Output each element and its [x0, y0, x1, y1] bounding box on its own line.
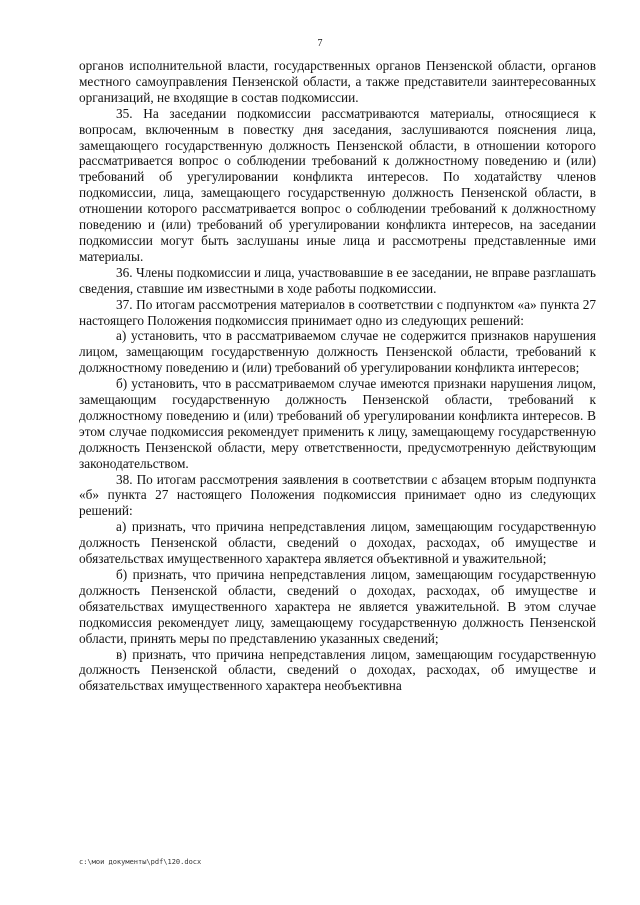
document-body — [79, 58, 596, 694]
file-path-footer: c:\мои документы\pdf\120.docx — [79, 858, 202, 866]
paragraph-37: 37. По итогам рассмотрения материалов в соответствии с подпунктом «а» пункта 27 настоящего Положения подкомиссия принимает одно из следующих решений: — [79, 296, 596, 328]
paragraph-37-b: б) установить, что в рассматриваемом случае имеются признаки нарушения лицом, замещающим государственную должность Пензенской области, требований к должностному поведению и (или) требований об урегулировании конфликта интересов. В этом случае подкомиссия рекомендует применить к лицу, замещающему государственную должность Пензенской области, меру ответственности, предусмотренную действующим законодательством. — [79, 376, 596, 471]
paragraph-38: 38. По итогам рассмотрения заявления в соответствии с абзацем вторым подпункта «б» пункта 27 настоящего Положения подкомиссия принимает одно из следующих решений: — [79, 471, 596, 519]
paragraph-37-a: а) установить, что в рассматриваемом случае не содержится признаков нарушения лицом, замещающим государственную должность Пензенской области, требований к должностному поведению и (или) требований об урегулировании конфликта интересов; — [79, 328, 596, 376]
paragraph-36: 36. Члены подкомиссии и лица, участвовавшие в ее заседании, не вправе разглашать сведения, ставшие им известными в ходе работы подкомиссии. — [79, 264, 596, 296]
paragraph-35: 35. На заседании подкомиссии рассматриваются материалы, относящиеся к вопросам, включенным в повестку дня заседания, заслушиваются пояснения лица, замещающего государственную должность Пензенской области, в отношении которого рассматривается вопрос о соблюдении требований к должностному поведению и (или) требований об урегулировании конфликта интересов. По ходатайству членов подкомиссии, лица, замещающего государственную должность Пензенской области, в отношении которого рассматривается вопрос о соблюдении требований к должностному поведению и (или) требований об урегулировании конфликта интересов, на заседании подкомиссии могут быть заслушаны иные лица и рассмотрены представленные ими материалы. — [79, 105, 596, 264]
paragraph-continuation: органов исполнительной власти, государственных органов Пензенской области, органов местного самоуправления Пензенской области, а также представители заинтересованных организаций, не входящие в состав подкомиссии. — [79, 58, 596, 105]
paragraph-38-b: б) признать, что причина непредставления лицом, замещающим государственную должность Пензенской области, сведений о доходах, расходах, об имуществе и обязательствах имущественного характера не является уважительной. В этом случае подкомиссия рекомендует лицу, замещающему государственную должность Пензенской области, принять меры по представлению указанных сведений; — [79, 567, 596, 646]
page-number: 7 — [317, 38, 323, 49]
paragraph-38-a: а) признать, что причина непредставления лицом, замещающим государственную должность Пензенской области, сведений о доходах, расходах, об имуществе и обязательствах имущественного характера является объективной и уважительной; — [79, 519, 596, 567]
paragraph-38-v: в) признать, что причина непредставления лицом, замещающим государственную должность Пензенской области, сведений о доходах, расходах, об имуществе и обязательствах имущественного характера необъективна — [79, 646, 596, 694]
